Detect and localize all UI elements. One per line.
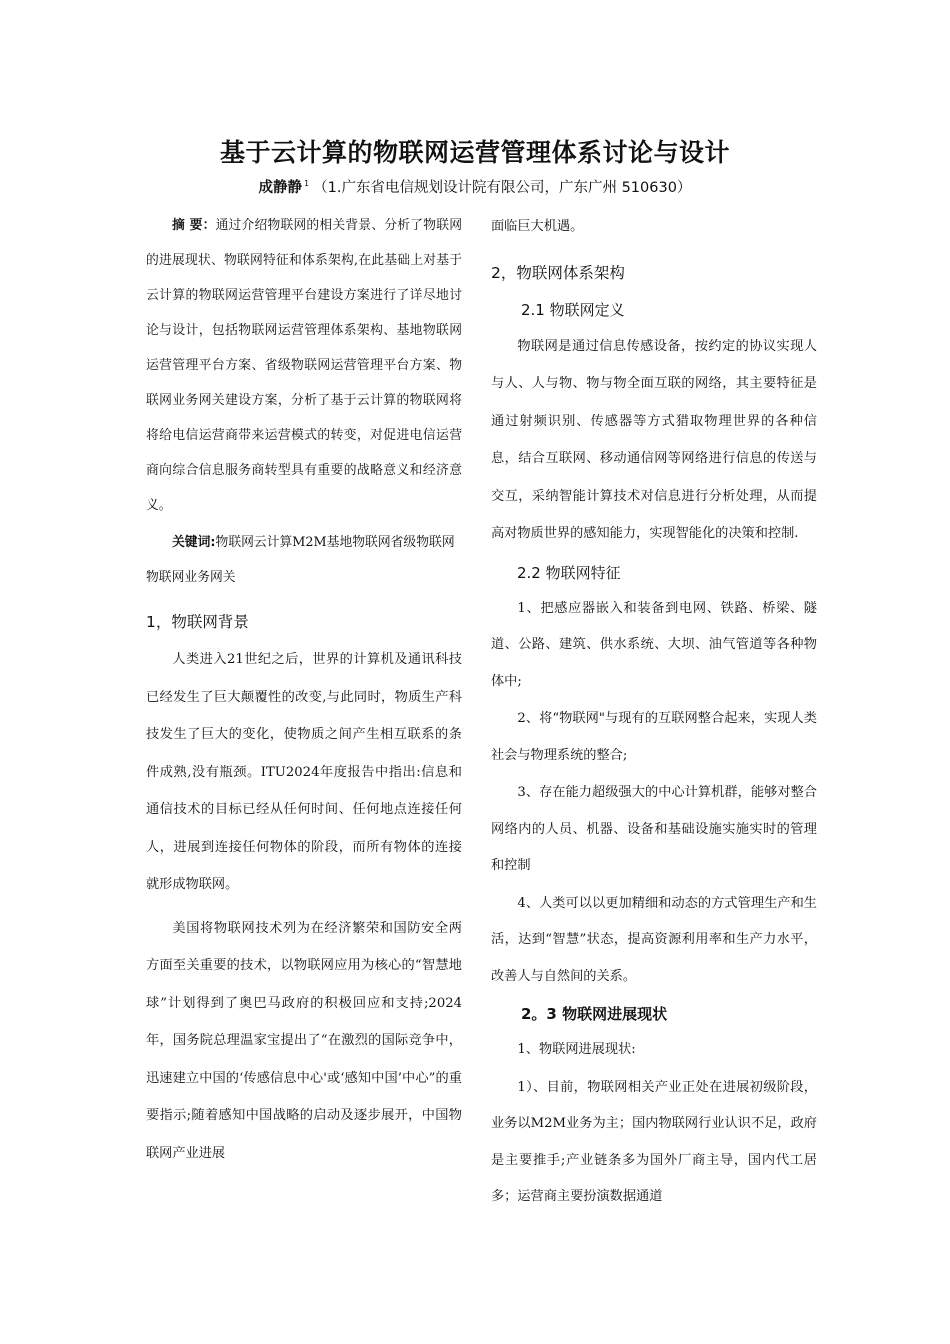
- section1-paragraph: 美国将物联网技术列为在经济繁荣和国防安全两方面至关重要的技术，以物联网应用为核心的“智慧地球”计划得到了奥巴马政府的积极回应和支持;2024年，国务院总理温家宝提出了“在激烈的国际竞争中，迅速建立中国的‘传感信息中心'或‘感知中国’中心”的重要指示;随着感知中国战略的启动及逐步展开，中国物联网产业进展: [146, 920, 462, 1161]
- feature-item: 1、把感应器嵌入和装备到电网、铁路、桥梁、隧道、公路、建筑、供水系统、大坝、油气管道等各种物体中;: [491, 600, 817, 689]
- section2-1-text: 物联网是通过信息传感设备，按约定的协议实现人与人、人与物、物与物全面互联的网络，其主要特征是通过射频识别、传感器等方式猎取物理世界的各种信息，结合互联网、移动通信网等网络进行信息的传送与交互，采纳智能计算技术对信息进行分析处理，从而提高对物质世界的感知能力，实现智能化的决策和控制.: [491, 338, 817, 541]
- feature-item: 3、存在能力超级强大的中心计算机群，能够对整合网络内的人员、机器、设备和基础设施实施实时的管理和控制: [491, 785, 817, 873]
- section1-heading: 1，物联网背景: [146, 613, 249, 631]
- section1-paragraph: 人类进入21世纪之后，世界的计算机及通讯科技已经发生了巨大颠覆性的改变,与此同时，物质生产科技发生了巨大的变化，使物质之间产生相互联系的条件成熟,没有瓶颈。ITU2024年度报告中指出:信息和通信技术的目标已经从任何时间、任何地点连接任何人，进展到连接任何物体的阶段，而所有物体的连接就形成物联网。: [146, 652, 462, 892]
- continued-text: 面临巨大机遇。: [491, 219, 584, 234]
- section2-1-heading: 2.1 物联网定义: [521, 300, 625, 319]
- section2-3-heading: 2。3 物联网进展现状: [521, 1005, 668, 1023]
- author-name: 成静静: [258, 180, 303, 196]
- author-affiliation: （1.广东省电信规划设计院有限公司，广东广州 510630）: [313, 180, 692, 196]
- section2-heading: 2，物联网体系架构: [491, 263, 625, 282]
- abstract-label: 摘 要：: [172, 218, 216, 233]
- left-column: [146, 208, 462, 1172]
- paper-title: 基于云计算的物联网运营管理体系讨论与设计: [219, 138, 730, 167]
- feature-item: 2、将“物联网"与现有的互联网整合起来，实现人类社会与物理系统的整合;: [491, 711, 817, 763]
- abstract-text: 通过介绍物联网的相关背景、分析了物联网的进展现状、物联网特征和体系架构,在此基础上对基于云计算的物联网运营管理平台建设方案进行了详尽地讨论与设计，包括物联网运营管理体系架构、基地物联网运营管理平台方案、省级物联网运营管理平台方案、物联网业务网关建设方案，分析了基于云计算的物联网将将给电信运营商带来运营模式的转变，对促进电信运营商向综合信息服务商转型具有重要的战略意义和经济意义。: [146, 218, 462, 513]
- author-line: [0, 176, 950, 197]
- status-item: 1、物联网进展现状:: [517, 1042, 636, 1057]
- section2-2-heading: 2.2 物联网特征: [517, 563, 621, 582]
- author-sup: 1: [304, 179, 310, 189]
- keywords-label: 关键词:: [172, 535, 216, 550]
- keywords-text: 物联网云计算M2M基地物联网省级物联网物联网业务网关: [146, 535, 455, 585]
- status-item: 1）、目前，物联网相关产业正处在进展初级阶段，业务以M2M业务为主；国内物联网行业认识不足，政府是主要推手;产业链条多为国外厂商主导，国内代工居多；运营商主要扮演数据通道: [491, 1079, 817, 1204]
- keywords: [146, 525, 462, 595]
- feature-item: 4、人类可以以更加精细和动态的方式管理生产和生活，达到“智慧”状态，提高资源利用率和生产力水平，改善人与自然间的关系。: [491, 895, 817, 984]
- right-column: [491, 208, 817, 1217]
- abstract: [146, 208, 462, 523]
